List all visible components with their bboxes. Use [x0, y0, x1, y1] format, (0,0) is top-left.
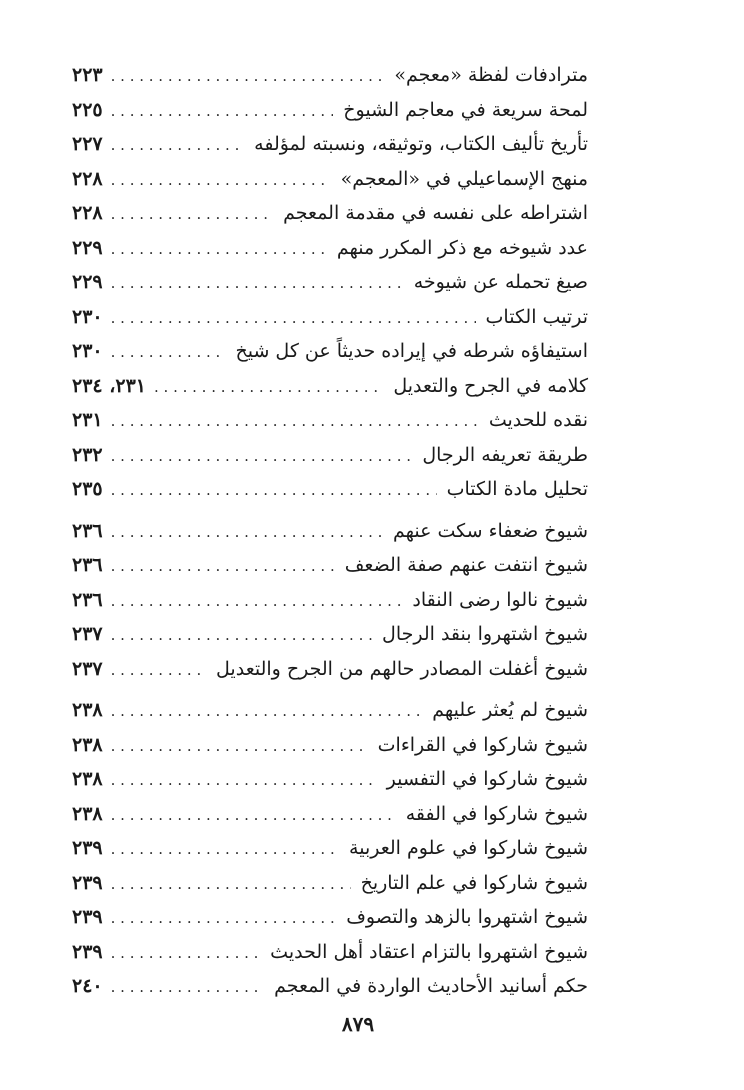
toc-entry-page: ٢٢٨	[72, 202, 103, 224]
toc-entry-page: ٢٣٢	[72, 443, 103, 466]
dot-leader	[111, 549, 335, 584]
toc-entry	[72, 935, 588, 970]
toc-entry	[72, 617, 588, 652]
toc-entry	[72, 831, 588, 866]
toc-entry-page: ٢٣٨	[72, 802, 103, 825]
toc-entry-title: تأريخ تأليف الكتاب، وتوثيقه، ونسبته لمؤلفه	[254, 133, 588, 155]
dot-leader	[111, 266, 404, 301]
toc-entry	[72, 514, 588, 549]
toc-entry	[72, 693, 588, 728]
toc-entry-title: شيوخ شاركوا في علم التاريخ	[360, 871, 588, 894]
toc-entry	[72, 93, 588, 128]
toc-entry-page: ٢٣٩	[72, 940, 103, 963]
dot-leader	[111, 515, 383, 550]
toc-entry	[72, 583, 588, 618]
dot-leader	[111, 832, 339, 867]
toc-entry	[72, 162, 588, 197]
toc-entry-title: طريقة تعريفه الرجال	[422, 443, 588, 466]
toc-entry-title: ترتيب الكتاب	[485, 305, 588, 328]
dot-leader	[111, 301, 476, 336]
toc-entry	[72, 548, 588, 583]
toc-entry	[72, 438, 588, 473]
toc-entry-page: ٢٣٨	[72, 768, 103, 790]
dot-leader	[111, 763, 377, 798]
dot-leader	[111, 584, 403, 619]
toc-entry	[72, 300, 588, 335]
toc-entry	[72, 334, 588, 369]
toc-entry	[72, 969, 588, 1004]
toc-entry-title: شيوخ شاركوا في التفسير	[386, 768, 588, 790]
toc-entry-page: ٢٣٦	[72, 554, 103, 576]
dot-leader	[111, 128, 245, 163]
toc-entry	[72, 58, 588, 93]
toc-entry	[72, 728, 588, 763]
toc-entry-page: ٢٢٩	[72, 271, 103, 293]
toc-entry-page: ٢٣٩	[72, 906, 103, 928]
toc-entry-page: ٢٣١	[72, 409, 103, 431]
toc-entry-title: عدد شيوخه مع ذكر المكرر منهم	[336, 236, 588, 259]
toc-entry-title: شيوخ نالوا رضى النقاد	[412, 588, 588, 611]
toc-entry-page: ٢٣٨	[72, 699, 103, 721]
toc-entry-title: كلامه في الجرح والتعديل	[393, 374, 588, 397]
dot-leader	[111, 473, 437, 508]
toc-entry-page: ٢٣٠	[72, 305, 103, 328]
toc-entry-page: ٢٣٦	[72, 519, 103, 542]
toc-entry-page: ٢٣٦	[72, 588, 103, 611]
toc-entry	[72, 196, 588, 231]
table-of-contents	[72, 58, 588, 1004]
toc-entry-title: شيوخ شاركوا في الفقه	[405, 802, 588, 825]
toc-entry	[72, 403, 588, 438]
dot-leader	[111, 729, 368, 764]
toc-entry-title: شيوخ لم يُعثر عليهم	[432, 699, 588, 721]
dot-leader	[111, 197, 274, 232]
toc-entry-title: شيوخ انتفت عنهم صفة الضعف	[344, 554, 588, 576]
toc-entry	[72, 127, 588, 162]
toc-entry-title: شيوخ اشتهروا بنقد الرجال	[382, 623, 588, 645]
toc-entry-page: ٢٣٨	[72, 733, 103, 756]
toc-entry-title: شيوخ اشتهروا بالتزام اعتقاد أهل الحديث	[270, 940, 588, 963]
toc-entry-title: مترادفات لفظة «معجم»	[394, 64, 588, 86]
dot-leader	[111, 970, 264, 1005]
toc-entry-title: نقده للحديث	[488, 409, 588, 431]
toc-entry	[72, 762, 588, 797]
toc-entry-title: شيوخ أغفلت المصادر حالهم من الجرح والتعديل	[216, 657, 588, 680]
toc-entry-title: شيوخ اشتهروا بالزهد والتصوف	[346, 906, 588, 928]
toc-entry-page: ٢٢٨	[72, 167, 103, 190]
dot-leader	[111, 404, 479, 439]
toc-entry-page: ٢٣٠	[72, 340, 103, 362]
toc-entry-title: استيفاؤه شرطه في إيراده حديثاً عن كل شيخ	[235, 340, 588, 362]
toc-entry-page: ٢٢٩	[72, 236, 103, 259]
dot-leader	[111, 618, 372, 653]
dot-leader	[111, 439, 413, 474]
page-number: ٨٧٩	[341, 1012, 375, 1036]
toc-entry-title: تحليل مادة الكتاب	[446, 478, 588, 500]
dot-leader	[154, 370, 383, 405]
toc-entry-page: ٢٤٠	[72, 975, 103, 997]
dot-leader	[111, 163, 331, 198]
toc-entry	[72, 797, 588, 832]
toc-entry-title: شيوخ ضعفاء سكت عنهم	[392, 519, 588, 542]
toc-entry-page: ٢٢٥	[72, 98, 103, 121]
toc-entry-title: صيغ تحمله عن شيوخه	[413, 271, 588, 293]
toc-entry-page: ٢٣٥	[72, 478, 103, 500]
toc-entry-title: منهج الإسماعيلي في «المعجم»	[340, 167, 588, 190]
toc-entry	[72, 472, 588, 507]
toc-entry-title: لمحة سريعة في معاجم الشيوخ	[343, 98, 588, 121]
toc-entry	[72, 369, 588, 404]
toc-entry-title: اشتراطه على نفسه في مقدمة المعجم	[283, 202, 588, 224]
dot-leader	[111, 335, 226, 370]
dot-leader	[111, 936, 261, 971]
dot-leader	[111, 94, 334, 129]
toc-entry-page: ٢٣٩	[72, 837, 103, 859]
toc-entry-page: ٢٣١، ٢٣٤	[72, 374, 146, 397]
toc-entry-page: ٢٢٧	[72, 133, 103, 155]
dot-leader	[111, 694, 423, 729]
toc-entry-title: شيوخ شاركوا في القراءات	[377, 733, 588, 756]
toc-entry	[72, 652, 588, 687]
toc-entry-page: ٢٣٧	[72, 657, 103, 680]
toc-entry-title: حكم أسانيد الأحاديث الواردة في المعجم	[274, 975, 588, 997]
toc-entry	[72, 231, 588, 266]
dot-leader	[111, 59, 385, 94]
dot-leader	[111, 798, 396, 833]
dot-leader	[111, 653, 206, 688]
toc-entry	[72, 866, 588, 901]
toc-entry-page: ٢٣٩	[72, 871, 103, 894]
dot-leader	[111, 867, 351, 902]
toc-entry	[72, 900, 588, 935]
toc-entry	[72, 265, 588, 300]
toc-entry-title: شيوخ شاركوا في علوم العربية	[349, 837, 588, 859]
dot-leader	[111, 901, 337, 936]
dot-leader	[111, 232, 327, 267]
toc-entry-page: ٢٢٣	[72, 64, 103, 86]
toc-entry-page: ٢٣٧	[72, 623, 103, 645]
